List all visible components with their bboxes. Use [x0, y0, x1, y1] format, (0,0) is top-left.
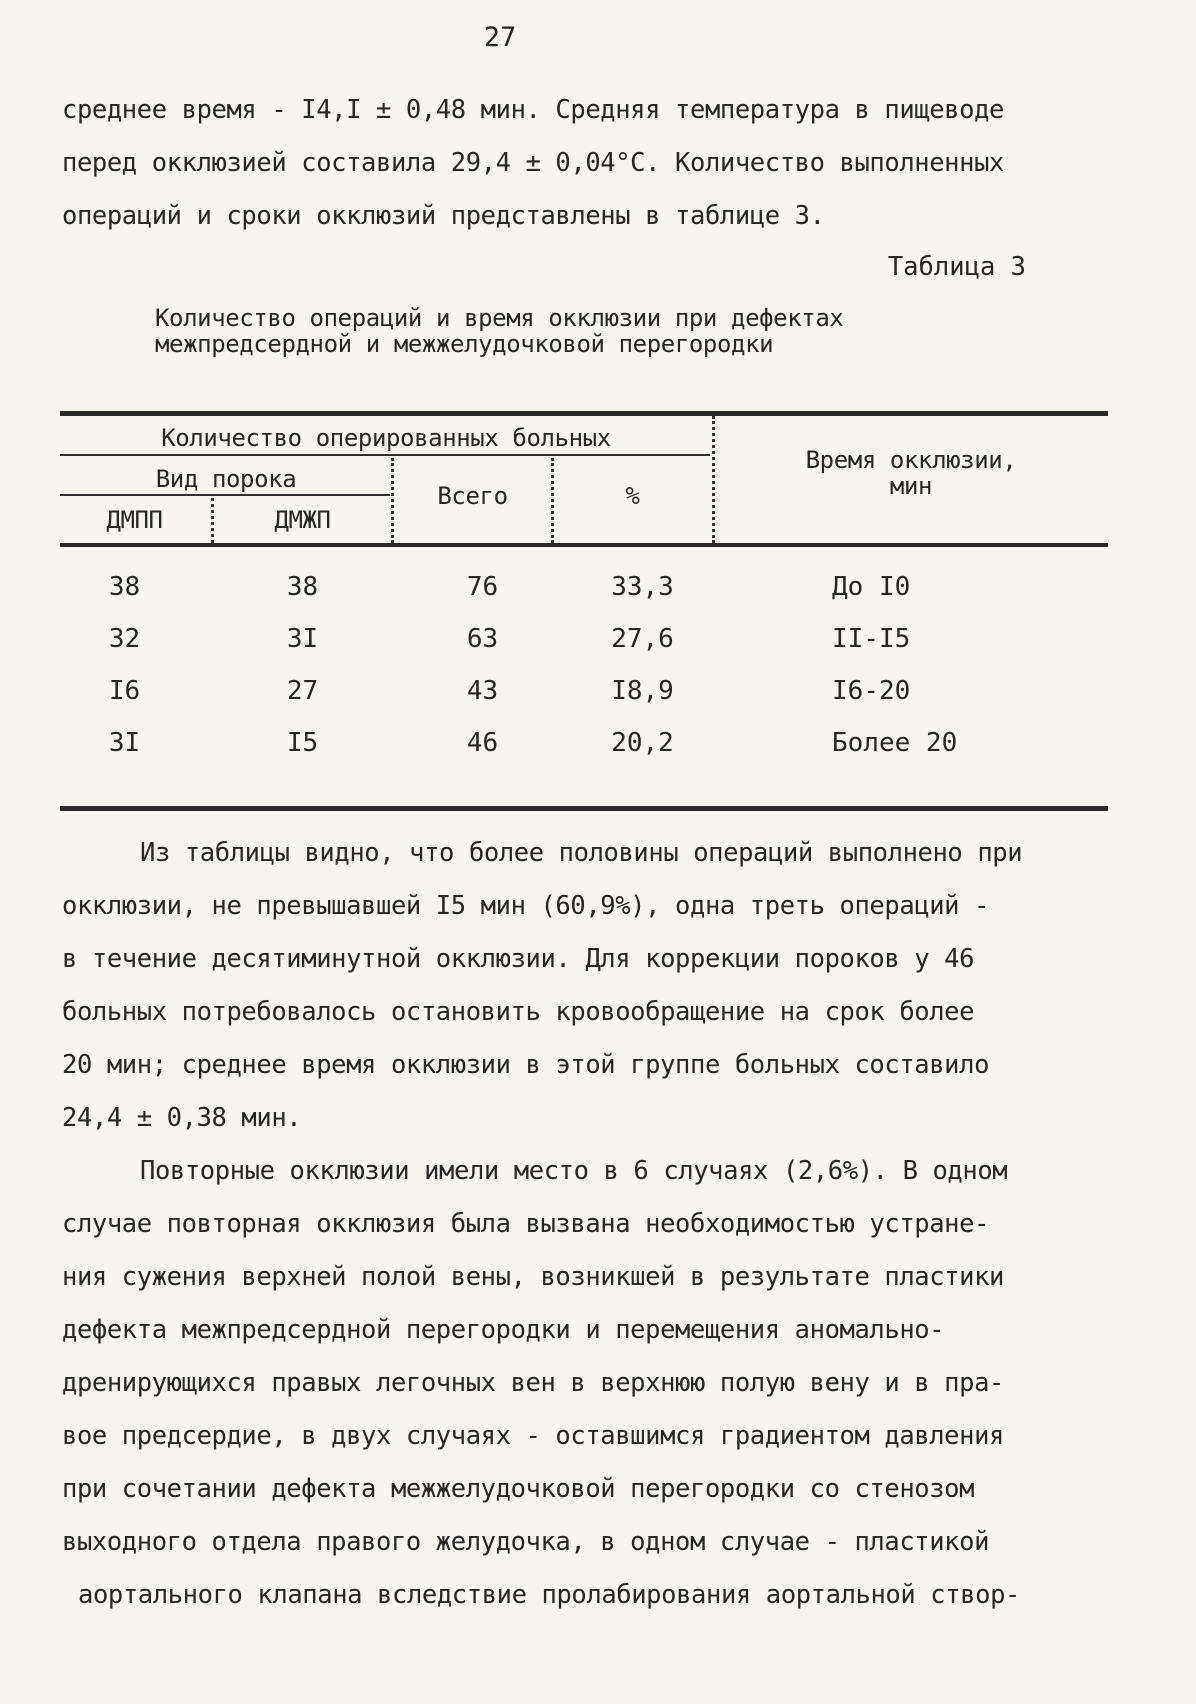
header-percent: %	[625, 482, 640, 510]
table-label: Таблица 3	[887, 252, 1026, 282]
table-title-line-1: Количество операций и время окклюзии при дефектах	[155, 304, 844, 332]
cell-total: 63	[466, 624, 499, 654]
table-header-rule	[60, 543, 1108, 547]
table-title	[155, 305, 1015, 357]
body-line-6: 24,4 ± 0,38 мин.	[62, 1103, 302, 1133]
cell-total: 46	[466, 728, 499, 758]
intro-line-1: среднее время - I4,I ± 0,48 мин. Средняя температура в пищеводе	[62, 95, 1004, 125]
body-line-3: в течение десятиминутной окклюзии. Для коррекции пороков у 46	[62, 944, 975, 974]
header-underline-defect	[60, 494, 390, 496]
cell-time: Более 20	[832, 728, 958, 758]
cell-percent: 27,6	[611, 624, 674, 654]
cell-time: II-I5	[832, 624, 911, 654]
header-occlusion-time: Время окклюзии,	[805, 446, 1017, 474]
header-occlusion-unit: мин	[889, 472, 933, 500]
body-line-13: при сочетании дефекта межжелудочковой перегородки со стенозом	[62, 1474, 975, 1504]
cell-time: До I0	[832, 572, 911, 602]
column-separator-time	[712, 416, 715, 543]
cell-dmzhp: 3I	[286, 624, 319, 654]
body-line-14: выходного отдела правого желудочка, в одном случае - пластикой	[62, 1527, 990, 1557]
cell-total: 43	[466, 676, 499, 706]
body-line-1: Из таблицы видно, что более половины операций выполнено при	[140, 838, 1023, 868]
page-number: 27	[483, 22, 517, 53]
body-line-12: вое предсердие, в двух случаях - оставшимся градиентом давления	[62, 1421, 1004, 1451]
body-line-2: окклюзии, не превышавшей I5 мин (60,9%), одна треть операций -	[62, 891, 990, 921]
header-dmpp: ДМПП	[106, 506, 163, 534]
column-separator-total	[391, 458, 394, 543]
cell-dmpp: I6	[108, 676, 141, 706]
body-line-10: дефекта межпредсердной перегородки и перемещения аномально-	[62, 1315, 945, 1345]
cell-dmzhp: 38	[286, 572, 319, 602]
cell-time: I6-20	[832, 676, 911, 706]
intro-line-3: операций и сроки окклюзий представлены в таблице 3.	[62, 201, 825, 231]
column-separator-percent	[551, 458, 554, 543]
body-line-5: 20 мин; среднее время окклюзии в этой группе больных составило	[62, 1050, 990, 1080]
table-title-line-2: межпредсердной и межжелудочковой перегородки	[155, 330, 774, 358]
cell-dmpp: 3I	[108, 728, 141, 758]
cell-dmpp: 38	[108, 572, 141, 602]
header-operated-patients: Количество оперированных больных	[161, 424, 611, 452]
cell-dmzhp: 27	[286, 676, 319, 706]
cell-percent: 33,3	[611, 572, 674, 602]
cell-percent: I8,9	[611, 676, 674, 706]
intro-line-2: перед окклюзией составила 29,4 ± 0,04°С. Количество выполненных	[62, 148, 1004, 178]
body-line-8: случае повторная окклюзия была вызвана необходимостью устране-	[62, 1209, 990, 1239]
body-line-7: Повторные окклюзии имели место в 6 случаях (2,6%). В одном	[140, 1156, 1008, 1186]
header-defect-type: Вид порока	[155, 465, 297, 493]
cell-total: 76	[466, 572, 499, 602]
cell-percent: 20,2	[611, 728, 674, 758]
cell-dmpp: 32	[108, 624, 141, 654]
header-underline-operated	[60, 454, 710, 456]
body-line-9: ния сужения верхней полой вены, возникшей в результате пластики	[62, 1262, 1004, 1292]
table-top-rule	[60, 411, 1108, 416]
header-dmzhp: ДМЖП	[274, 506, 331, 534]
header-total: Всего	[437, 482, 508, 510]
cell-dmzhp: I5	[286, 728, 319, 758]
column-separator-dmzhp	[211, 498, 214, 543]
body-line-11: дренирующихся правых легочных вен в верхнюю полую вену и в пра-	[62, 1368, 1004, 1398]
body-line-15: аортального клапана вследствие пролабирования аортальной створ-	[78, 1580, 1020, 1610]
body-line-4: больных потребовалось остановить кровообращение на срок более	[62, 997, 975, 1027]
table-bottom-rule	[60, 806, 1108, 811]
